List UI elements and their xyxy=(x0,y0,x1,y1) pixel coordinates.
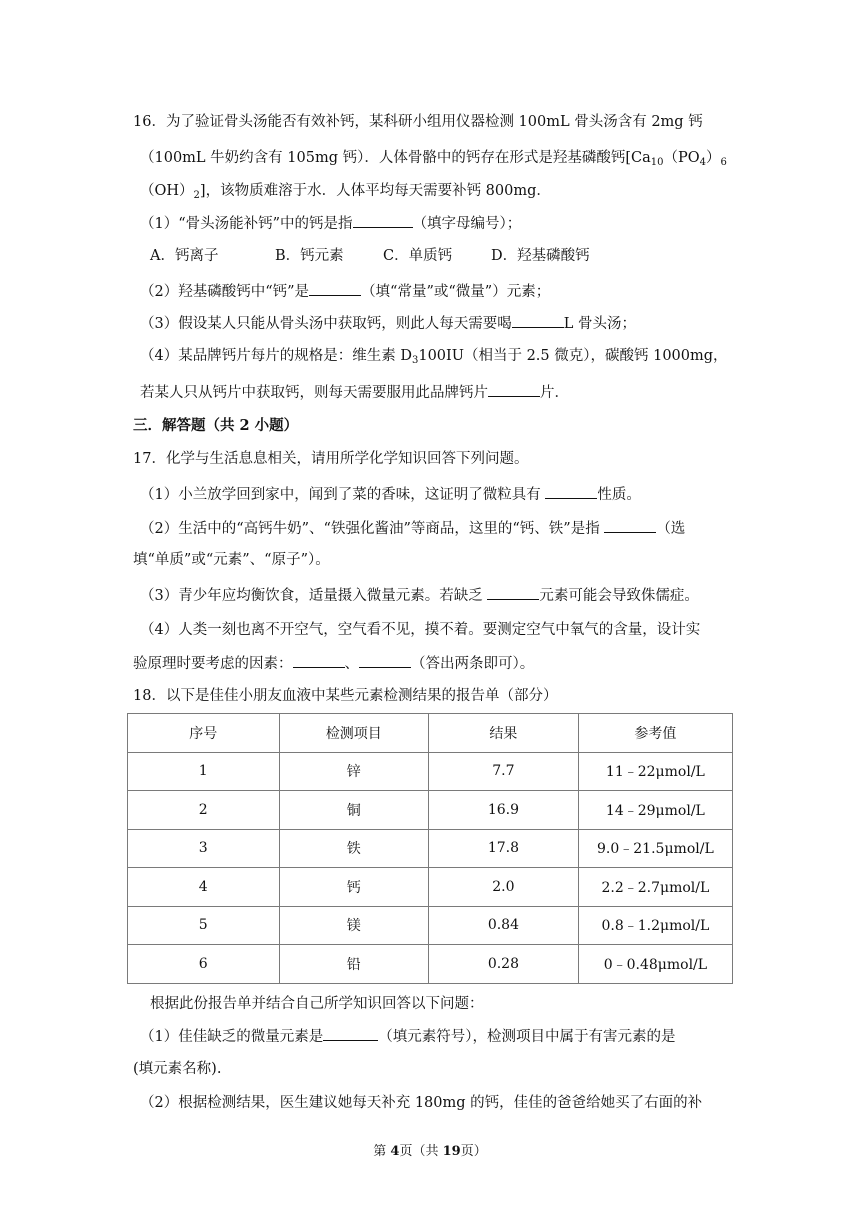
answer-blank[interactable] xyxy=(359,653,411,668)
table-row xyxy=(128,868,733,907)
table-row xyxy=(128,752,733,791)
col-header-index: 序号 xyxy=(128,714,280,753)
table-row xyxy=(128,945,733,984)
answer-blank[interactable] xyxy=(293,653,345,668)
option-d: D．羟基磷酸钙 xyxy=(491,248,590,264)
cell-result: 2.0 xyxy=(429,868,579,907)
cell-index: 3 xyxy=(128,829,280,868)
total-pages: 19 xyxy=(442,1144,461,1159)
q18-part1: （1）佳佳缺乏的微量元素是 （填元素符号），检测项目中属于有害元素的是 xyxy=(140,1026,675,1047)
q16-intro-line2: （100mL 牛奶约含有 105mg 钙）．人体骨骼中的钙存在形式是羟基磷酸钙[$Ca_{10}(PO_4)_6$ xyxy=(140,150,727,168)
table-header-row xyxy=(128,714,733,753)
cell-result: 16.9 xyxy=(429,791,579,830)
cell-result: 17.8 xyxy=(429,829,579,868)
q18-intro: 18．以下是佳佳小朋友血液中某些元素检测结果的报告单（部分） xyxy=(133,688,558,704)
q17-intro: 17．化学与生活息息相关，请用所学化学知识回答下列问题。 xyxy=(133,451,529,467)
cell-reference: 11﹣22μmol/L xyxy=(578,752,732,791)
section-title: 三．解答题（共 2 小题） xyxy=(133,417,299,434)
cell-index: 5 xyxy=(128,906,280,945)
q16-part2: （2）羟基磷酸钙中“钙”是 （填“常量”或“微量”）元素； xyxy=(140,281,550,302)
cell-reference: 14﹣29μmol/L xyxy=(578,791,732,830)
answer-blank[interactable] xyxy=(323,1026,378,1041)
answer-blank[interactable] xyxy=(488,382,540,397)
cell-reference: 9.0﹣21.5μmol/L xyxy=(578,829,732,868)
q17-part2-line2: 填“单质”或“元素”、“原子”）。 xyxy=(133,552,330,568)
cell-item: 铁 xyxy=(279,829,429,868)
q17-part2: （2）生活中的“高钙牛奶”、“铁强化酱油”等商品，这里的“钙、铁”是指 （选 xyxy=(140,518,685,539)
table-row xyxy=(128,791,733,830)
col-header-item: 检测项目 xyxy=(279,714,429,753)
q16-part3: （3）假设某人只能从骨头汤中获取钙，则此人每天需要喝 L 骨头汤； xyxy=(140,313,636,334)
cell-index: 2 xyxy=(128,791,280,830)
cell-result: 7.7 xyxy=(429,752,579,791)
col-header-result: 结果 xyxy=(429,714,579,753)
option-a: A．钙离子 xyxy=(150,248,219,264)
option-c: C．单质钙 xyxy=(383,248,453,264)
page-footer: 第 4页（共 19页） xyxy=(373,1144,487,1159)
answer-blank[interactable] xyxy=(487,585,539,600)
table-row xyxy=(128,829,733,868)
current-page: 4 xyxy=(390,1144,400,1159)
q16-intro-line1: 16．为了验证骨头汤能否有效补钙，某科研小组用仪器检测 100mL 骨头汤含有 2mg 钙 xyxy=(133,114,703,130)
q17-part1: （1）小兰放学回到家中，闻到了菜的香味，这证明了微粒具有 性质。 xyxy=(140,484,641,505)
cell-reference: 2.2﹣2.7μmol/L xyxy=(578,868,732,907)
answer-blank[interactable] xyxy=(545,484,597,499)
cell-result: 0.28 xyxy=(429,945,579,984)
q18-after-table: 根据此份报告单并结合自己所学知识回答以下问题： xyxy=(150,996,484,1012)
cell-index: 4 xyxy=(128,868,280,907)
report-table xyxy=(127,713,733,984)
q16-part4: （4）某品牌钙片每片的规格是：维生素 $D_3100IU$（相当于 2.5 微克），碳酸钙 1000mg， xyxy=(140,348,728,366)
cell-result: 0.84 xyxy=(429,906,579,945)
cell-reference: 0.8﹣1.2μmol/L xyxy=(578,906,732,945)
q17-part4: （4）人类一刻也离不开空气，空气看不见，摸不着。要测定空气中氧气的含量，设计实 xyxy=(140,622,701,638)
answer-blank[interactable] xyxy=(353,213,413,228)
q18-part2: （2）根据检测结果，医生建议她每天补充 180mg 的钙，佳佳的爸爸给她买了右面的补 xyxy=(140,1095,703,1111)
cell-item: 钙 xyxy=(279,868,429,907)
cell-item: 镁 xyxy=(279,906,429,945)
option-b: B．钙元素 xyxy=(275,248,344,264)
answer-blank[interactable] xyxy=(604,518,656,533)
q17-part4-line2: 验原理时要考虑的因素： 、 （答出两条即可）。 xyxy=(133,653,534,674)
col-header-reference: 参考值 xyxy=(578,714,732,753)
cell-index: 6 xyxy=(128,945,280,984)
q16-intro-line3: $(OH)_2$]，该物质难溶于水．人体平均每天需要补钙 800mg． xyxy=(140,183,551,201)
q16-part1: （1）“骨头汤能补钙”中的钙是指 （填字母编号）； xyxy=(140,213,521,234)
cell-item: 铅 xyxy=(279,945,429,984)
cell-reference: 0﹣0.48μmol/L xyxy=(578,945,732,984)
answer-blank[interactable] xyxy=(512,313,564,328)
answer-blank[interactable] xyxy=(309,281,361,296)
table-row xyxy=(128,906,733,945)
cell-item: 锌 xyxy=(279,752,429,791)
q18-part1-line2: (填元素名称). xyxy=(133,1061,222,1077)
cell-index: 1 xyxy=(128,752,280,791)
q16-part4-line2: 若某人只从钙片中获取钙，则每天需要服用此品牌钙片 片． xyxy=(140,382,569,403)
q17-part3: （3）青少年应均衡饮食，适量摄入微量元素。若缺乏 元素可能会导致侏儒症。 xyxy=(140,585,699,606)
cell-item: 铜 xyxy=(279,791,429,830)
